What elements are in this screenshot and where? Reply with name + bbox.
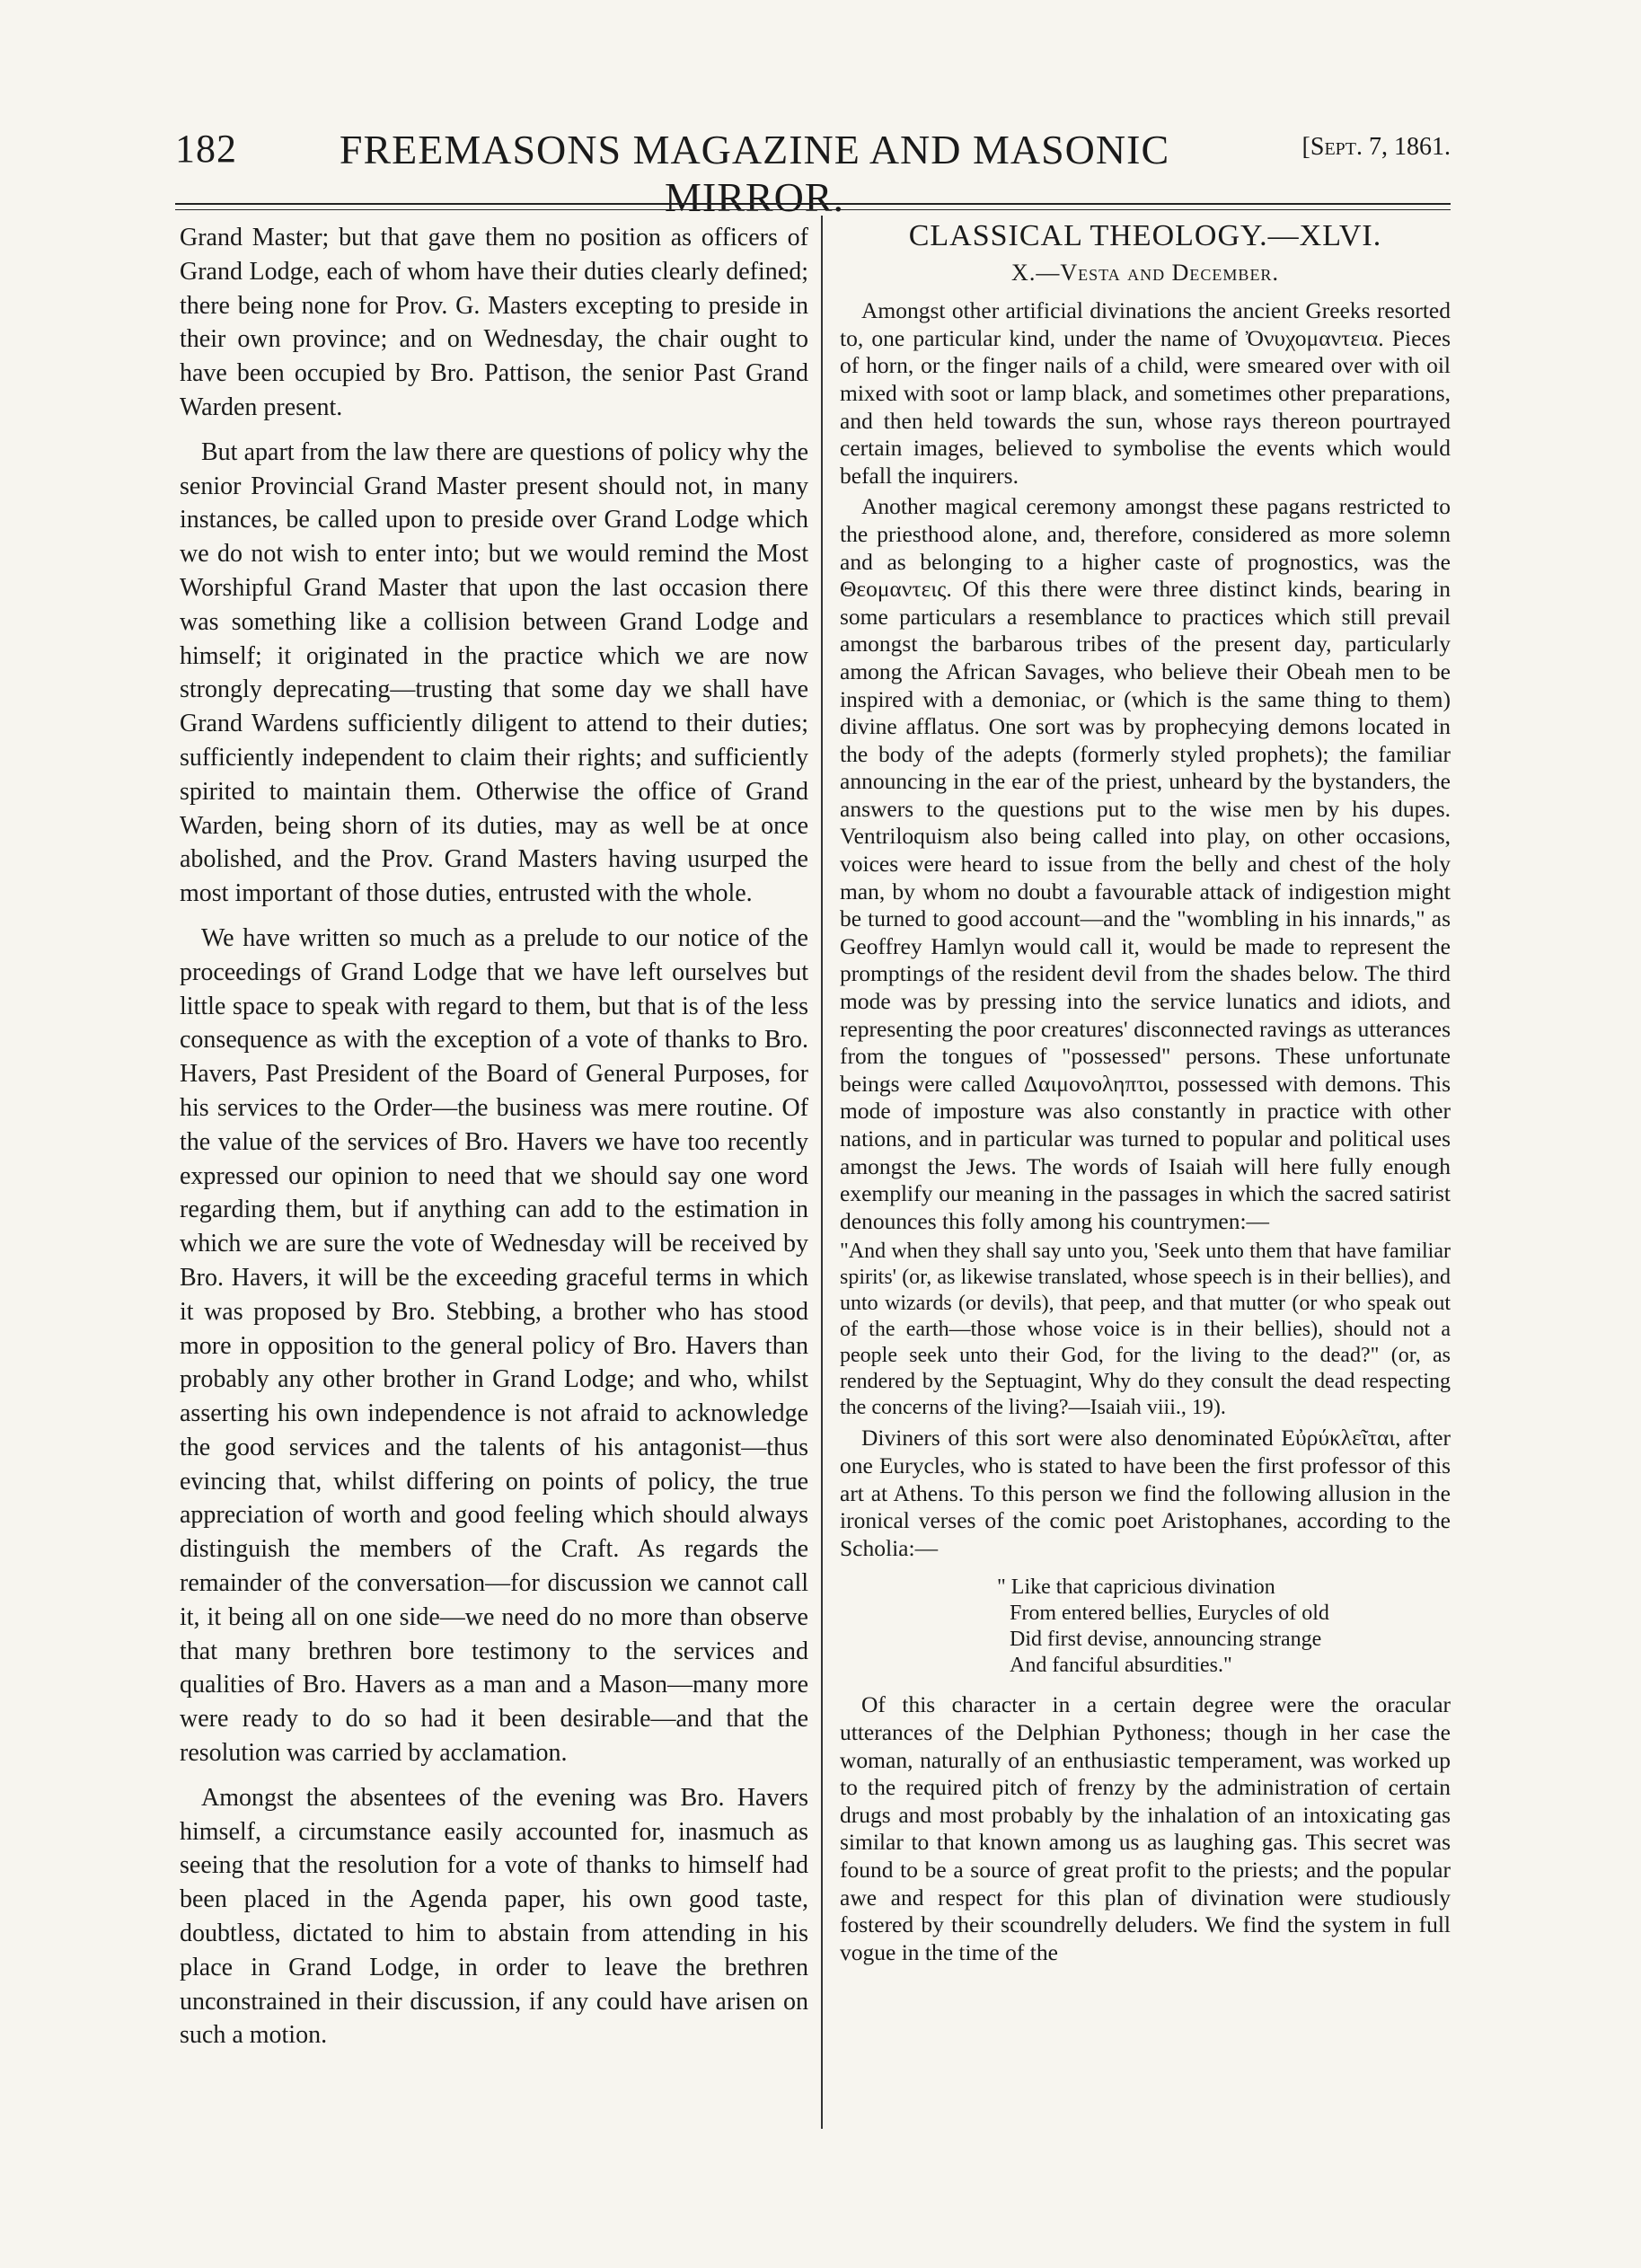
verse-quote [997,1575,1451,1679]
page-number: 182 [175,127,237,171]
left-paragraph-2: But apart from the law there are questions of policy why the senior Provincial Grand Master present should not, in many instances, be called upon to preside over Grand Lodge which we do not wish to enter into; but we would remind the Most Worshipful Grand Master that upon the last occasion there was something like a collision between Grand Lodge and himself; it originated in the practice which we are now strongly deprecating—trusting that some day we shall have Grand Wardens sufficiently diligent to attend to their duties; sufficiently independent to claim their rights; and sufficiently spirited to maintain them. Otherwise the office of Grand Warden, being shorn of its duties, may as well be at once abolished, and the Prov. Grand Masters having usurped the most important of those duties, entrusted with the whole. [180,437,808,908]
header-rule-thin [175,209,1451,210]
magazine-title: FREEMASONS MAGAZINE AND MASONIC MIRROR. [339,127,1170,220]
verse-line-3: Did first devise, announcing strange [1010,1628,1322,1652]
left-paragraph-3: We have written so much as a prelude to our notice of the proceedings of Grand Lodge that we have left ourselves but little space to speak with regard to them, but that is of the less consequence as with the exception of a vote of thanks to Bro. Havers, Past President of the Board of General Purposes, for his services to the Order—the business was mere routine. Of the value of the services of Bro. Havers we have too recently expressed our opinion to need that we should say one word regarding them, but if anything can add to the estimation in which we are sure the vote of Wednesday will be received by Bro. Havers, it will be the exceeding graceful terms in which it was proposed by Bro. Stebbing, a brother who has stood more in opposition to the general policy of Bro. Havers than probably any other brother in Grand Lodge; and who, whilst asserting his own independence is not afraid to acknowledge the good services and the talents of his antagonist—thus evincing that, whilst differing on points of policy, the true appreciation of worth and good feeling which should always distinguish the members of the Craft. As regards the remainder of the conversation—for discussion we cannot call it, it being all on one side—we need do no more than observe that many brethren bore testimony to the services and qualities of Bro. Havers as a man and a Mason—many more were ready to do so had it been desirable—and that the resolution was carried by acclamation. [180,923,808,1768]
header-rule [175,203,1451,205]
column-divider [821,216,823,2129]
right-paragraph-2: Another magical ceremony amongst these pagans restricted to the priesthood alone, and, therefore, considered as more solemn and as belonging to a higher caste of prognostics, was the Θεομαντεις. Of this there were three distinct kinds, bearing in some particulars a resemblance to practices which still prevail amongst the barbarous tribes of the present day, particularly among the African Savages, who believe their Obeah men to be inspired with a demoniac, or (which is the same thing to them) divine afflatus. One sort was by prophecying demons located in the body of the adepts (formerly styled prophets); the familiar announcing in the ear of the priest, unheard by the bystanders, the answers to the questions put to the wise men by his dupes. Ventriloquism also being called into play, on other occasions, voices were heard to issue from the belly and chest of the holy man, by whom no doubt a favourable attack of indigestion might be turned to good account—and the "wombling in his innards," as Geoffrey Hamlyn would call it, would be made to represent the promptings of the resident devil from the shades below. The third mode was by pressing into the service lunatics and idiots, and representing the poor creatures' disconnected ravings as utterances from the tongues of "possessed" persons. These unfortunate beings were called Δαιμονοληπτοι, possessed with demons. This mode of imposture was also constantly in practice with other nations, and in particular was turned to popular and political uses amongst the Jews. The words of Isaiah will here fully enough exemplify our meaning in the passages in which the sacred satirist denounces this folly among his countrymen:— [840,493,1451,1234]
right-paragraph-3: Diviners of this sort were also denominated Εὐρύκλεῖται, after one Eurycles, who is stated to have been the first professor of this art at Athens. To this person we find the following allusion in the ironical verses of the comic poet Aristophanes, according to the Scholia:— [840,1425,1451,1561]
right-column [840,221,1451,1966]
issue-date: [Sept. 7, 1861. [1301,133,1451,161]
verse-line-4: And fanciful absurdities." [1010,1654,1232,1678]
page-header [175,126,1451,220]
left-paragraph-4: Amongst the absentees of the evening was Bro. Havers himself, a circumstance easily accounted for, inasmuch as seeing that the resolution for a vote of thanks to himself had been placed in the Agenda paper, his own good taste, doubtless, dictated to him to abstain from attending in his place in Grand Lodge, in order to leave the brethren unconstrained in their discussion, if any could have arisen on such a motion. [180,1783,808,2050]
verse-line-2: From entered bellies, Eurycles of old [1010,1602,1329,1626]
article-subtitle: X.—Vesta and December. [1011,259,1279,286]
verse-line-1: " Like that capricious divination [997,1575,1275,1600]
right-paragraph-1: Amongst other artificial divinations the ancient Greeks resorted to, one particular kind, under the name of Ὀνυχομαντεια. Pieces of horn, or the finger nails of a child, were smeared over with oil mixed with soot or lamp black, and sometimes other preparations, and then held towards the sun, whose rays thereon pourtrayed certain images, believed to symbolise the events which would befall the inquirers. [840,297,1451,489]
article-title: CLASSICAL THEOLOGY.—XLVI. [908,219,1382,252]
right-paragraph-4: Of this character in a certain degree were the oracular utterances of the Delphian Pythoness; though in her case the woman, naturally of an enthusiastic temperament, was worked up to the required pitch of frenzy by the administration of certain drugs and most probably by the inhalation of an intoxicating gas similar to that known among us as laughing gas. This secret was found to be a source of great profit to the priests; and the popular awe and respect for this plan of divination were studiously fostered by their scoundrelly deluders. We find the system in full vogue in the time of the [840,1691,1451,1965]
left-column [180,221,808,2052]
isaiah-quote: "And when they shall say unto you, 'Seek unto them that have familiar spirits' (or, as likewise translated, whose speech is in their bellies), and unto wizards (or devils), that peep, and that mutter (or who speak out of the earth—those whose voice is in their bellies), should not a people seek unto their God, for the living to the dead?" (or, as rendered by the Septuagint, Why do they consult the dead respecting the concerns of the living?—Isaiah viii., 19). [840,1240,1451,1420]
left-paragraph-1: Grand Master; but that gave them no position as officers of Grand Lodge, each of whom have their duties clearly defined; there being none for Prov. G. Masters excepting to preside in their own province; and on Wednesday, the chair ought to have been occupied by Bro. Pattison, the senior Past Grand Warden present. [180,224,808,421]
